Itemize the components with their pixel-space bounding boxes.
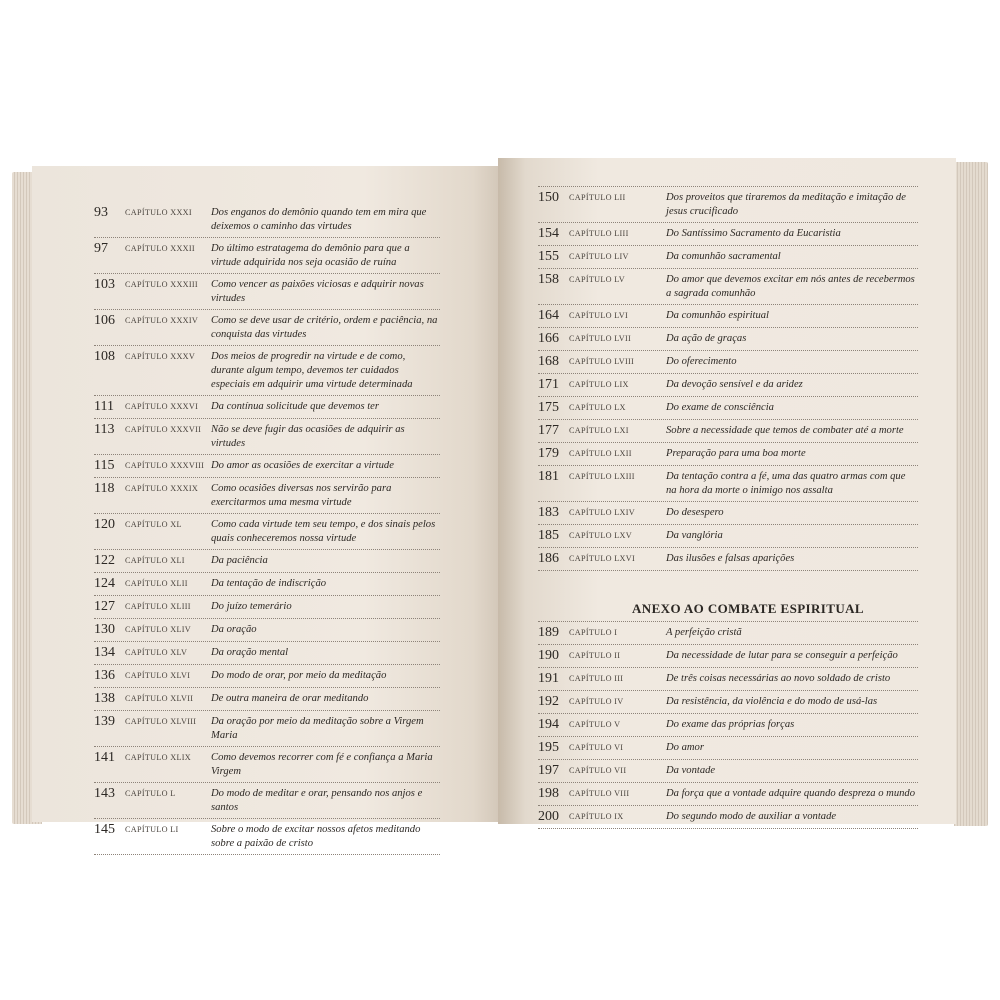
toc-chapter-label: CAPÍTULO XLVIII: [125, 717, 197, 726]
toc-entry: [538, 714, 918, 737]
toc-chapter-title: Da tentação contra a fé, uma das quatro armas com que na hora da morte o inimigo nos assalta: [666, 471, 906, 496]
toc-chapter-title: Do Santíssimo Sacramento da Eucaristia: [666, 228, 841, 239]
toc-chapter-title: Do amor que devemos excitar em nós antes de recebermos a sagrada comunhão: [666, 274, 915, 299]
toc-chapter-title: Do exame de consciência: [666, 402, 774, 413]
toc-page-number: 177: [538, 423, 559, 438]
toc-page-number: 108: [94, 349, 115, 364]
toc-page-number: 179: [538, 446, 559, 461]
toc-chapter-label: CAPÍTULO LIII: [569, 229, 629, 238]
toc-page-number: 111: [94, 399, 114, 414]
toc-chapter-label: CAPÍTULO LII: [569, 193, 626, 202]
toc-chapter-title: Da tentação de indiscrição: [211, 578, 327, 589]
toc-chapter-title: Sobre o modo de excitar nossos afetos meditando sobre a paixão de cristo: [211, 824, 421, 849]
toc-chapter-title: Da paciência: [211, 555, 268, 566]
toc-page-number: 120: [94, 517, 115, 532]
toc-chapter-label: CAPÍTULO XLIII: [125, 602, 191, 611]
toc-entry: [538, 806, 918, 829]
toc-entry: [94, 550, 440, 573]
toc-chapter-label: CAPÍTULO XXXIII: [125, 280, 198, 289]
toc-page-number: 168: [538, 354, 559, 369]
toc-chapter-title: Preparação para uma boa morte: [666, 448, 806, 459]
toc-entry: [538, 223, 918, 246]
toc-chapter-label: CAPÍTULO XL: [125, 520, 182, 529]
toc-entry: [538, 305, 918, 328]
toc-entry: [94, 619, 440, 642]
toc-entry: [538, 328, 918, 351]
toc-chapter-label: CAPÍTULO LXI: [569, 426, 629, 435]
toc-entry: [538, 269, 918, 305]
toc-entry: [94, 665, 440, 688]
toc-page-number: 191: [538, 671, 559, 686]
toc-page-number: 130: [94, 622, 115, 637]
toc-entry: [94, 642, 440, 665]
toc-page-number: 141: [94, 750, 115, 765]
right-page-edges: [954, 162, 988, 826]
toc-page-number: 115: [94, 458, 115, 473]
toc-entry: [94, 419, 440, 455]
toc-page-number: 118: [94, 481, 115, 496]
toc-page-number: 195: [538, 740, 559, 755]
toc-chapter-label: CAPÍTULO LIV: [569, 252, 629, 261]
toc-chapter-title: Do oferecimento: [666, 356, 737, 367]
toc-chapter-title: Como cada virtude tem seu tempo, e dos sinais pelos quais conheceremos nossa virtude: [211, 519, 436, 544]
toc-entry: [94, 396, 440, 419]
toc-chapter-title: Da devoção sensível e da aridez: [666, 379, 803, 390]
toc-chapter-title: Da vanglória: [666, 530, 723, 541]
right-toc-container: [538, 186, 918, 829]
toc-chapter-title: Como devemos recorrer com fé e confiança a Maria Virgem: [211, 752, 433, 777]
toc-entry: [94, 747, 440, 783]
toc-chapter-label: CAPÍTULO LXVI: [569, 554, 635, 563]
toc-chapter-title: De outra maneira de orar meditando: [211, 693, 369, 704]
toc-chapter-title: Dos proveitos que tiraremos da meditação e imitação de jesus crucificado: [666, 192, 906, 217]
toc-page-number: 136: [94, 668, 115, 683]
annex-heading: ANEXO AO COMBATE ESPIRITUAL: [632, 601, 864, 616]
toc-page-number: 122: [94, 553, 115, 568]
left-page: [32, 166, 506, 849]
toc-chapter-title: Da contínua solicitude que devemos ter: [211, 401, 379, 412]
toc-chapter-title: Sobre a necessidade que temos de combater até a morte: [666, 425, 904, 436]
toc-page-number: 138: [94, 691, 115, 706]
toc-chapter-title: Como vencer as paixões viciosas e adquirir novas virtudes: [211, 279, 424, 304]
toc-chapter-title: Da vontade: [666, 765, 716, 776]
toc-chapter-label: CAPÍTULO LVII: [569, 334, 632, 343]
toc-page-number: 189: [538, 625, 559, 640]
toc-chapter-title: Não se deve fugir das ocasiões de adquirir as virtudes: [211, 424, 405, 449]
toc-chapter-label: CAPÍTULO V: [569, 720, 621, 729]
toc-chapter-title: A perfeição cristã: [666, 627, 742, 638]
toc-page-number: 198: [538, 786, 559, 801]
toc-page-number: 164: [538, 308, 559, 323]
toc-entry: [538, 525, 918, 548]
toc-page-number: 185: [538, 528, 559, 543]
toc-entry: [94, 596, 440, 619]
toc-chapter-title: Do exame das próprias forças: [666, 719, 795, 730]
toc-chapter-title: Da necessidade de lutar para se conseguir a perfeição: [666, 650, 898, 661]
toc-entry: [538, 187, 918, 223]
right-page: [498, 158, 956, 824]
toc-chapter-title: Da oração por meio da meditação sobre a Virgem Maria: [211, 716, 424, 741]
toc-chapter-title: Dos enganos do demônio quando tem em mira que deixemos o caminho das virtudes: [211, 207, 427, 232]
toc-page-number: 186: [538, 551, 559, 566]
toc-chapter-label: CAPÍTULO L: [125, 789, 176, 798]
toc-entry: [538, 737, 918, 760]
toc-entry: [538, 420, 918, 443]
toc-chapter-label: CAPÍTULO XLV: [125, 648, 188, 657]
toc-entry: [94, 688, 440, 711]
toc-chapter-title: Da ação de graças: [666, 333, 747, 344]
toc-chapter-label: CAPÍTULO XXXII: [125, 244, 195, 253]
toc-entry: [538, 645, 918, 668]
toc-chapter-label: CAPÍTULO IV: [569, 697, 624, 706]
toc-entry: [538, 397, 918, 420]
toc-entry: [94, 455, 440, 478]
annex-toc-list: [538, 621, 918, 829]
toc-chapter-title: Da comunhão sacramental: [666, 251, 781, 262]
toc-chapter-label: CAPÍTULO XLI: [125, 556, 185, 565]
toc-chapter-title: Dos meios de progredir na virtude e de como, durante algum tempo, devemos ter cuidados especiais em adquirir uma virtude determinada: [211, 351, 413, 390]
toc-chapter-label: CAPÍTULO XXXVII: [125, 425, 202, 434]
toc-chapter-title: Da força que a vontade adquire quando despreza o mundo: [666, 788, 916, 799]
toc-page-number: 127: [94, 599, 115, 614]
toc-page-number: 166: [538, 331, 559, 346]
toc-chapter-label: CAPÍTULO XXXVI: [125, 402, 199, 411]
toc-page-number: 200: [538, 809, 559, 824]
toc-page-number: 175: [538, 400, 559, 415]
toc-chapter-label: CAPÍTULO VII: [569, 766, 627, 775]
toc-chapter-label: CAPÍTULO LXIV: [569, 508, 635, 517]
open-book: [12, 158, 988, 849]
toc-entry: [94, 711, 440, 747]
toc-entry: [94, 238, 440, 274]
toc-page-number: 134: [94, 645, 115, 660]
toc-page-number: 194: [538, 717, 559, 732]
toc-entry: [94, 274, 440, 310]
toc-chapter-label: CAPÍTULO XXXV: [125, 352, 196, 361]
toc-page-number: 97: [94, 241, 108, 256]
toc-page-number: 93: [94, 205, 108, 220]
toc-page-number: 190: [538, 648, 559, 663]
toc-chapter-label: CAPÍTULO XLVII: [125, 694, 194, 703]
toc-entry: [538, 622, 918, 645]
toc-page-number: 139: [94, 714, 115, 729]
right-toc-list: [538, 186, 918, 571]
toc-chapter-title: Da comunhão espiritual: [666, 310, 769, 321]
toc-chapter-label: CAPÍTULO LIX: [569, 380, 629, 389]
toc-page-number: 113: [94, 422, 115, 437]
toc-chapter-title: Do último estratagema do demônio para que a virtude adquirida nos seja ocasião de ruína: [211, 243, 410, 268]
toc-chapter-label: CAPÍTULO LXIII: [569, 472, 635, 481]
toc-chapter-title: Do juízo temerário: [211, 601, 292, 612]
toc-entry: [94, 310, 440, 346]
toc-entry: [538, 443, 918, 466]
toc-entry: [94, 346, 440, 396]
toc-chapter-title: Da oração: [211, 624, 257, 635]
toc-entry: [94, 573, 440, 596]
toc-chapter-label: CAPÍTULO LX: [569, 403, 626, 412]
toc-chapter-label: CAPÍTULO XXXIV: [125, 316, 199, 325]
toc-chapter-label: CAPÍTULO XXXVIII: [125, 461, 205, 470]
toc-entry: [94, 202, 440, 238]
toc-chapter-label: CAPÍTULO LXV: [569, 531, 632, 540]
toc-chapter-label: CAPÍTULO XLII: [125, 579, 188, 588]
toc-entry: [538, 760, 918, 783]
toc-chapter-label: CAPÍTULO XXXIX: [125, 484, 199, 493]
toc-entry: [538, 466, 918, 502]
toc-entry: [538, 668, 918, 691]
toc-chapter-label: CAPÍTULO LI: [125, 825, 179, 834]
toc-entry: [94, 478, 440, 514]
toc-chapter-label: CAPÍTULO LVIII: [569, 357, 635, 366]
toc-page-number: 124: [94, 576, 115, 591]
toc-page-number: 181: [538, 469, 559, 484]
toc-page-number: 145: [94, 822, 115, 837]
toc-chapter-label: CAPÍTULO XLIX: [125, 753, 191, 762]
toc-chapter-label: CAPÍTULO I: [569, 628, 618, 637]
toc-chapter-title: Do desespero: [666, 507, 724, 518]
toc-chapter-label: CAPÍTULO VIII: [569, 789, 630, 798]
left-toc-list: [94, 202, 440, 855]
toc-chapter-label: CAPÍTULO LV: [569, 275, 625, 284]
toc-chapter-label: CAPÍTULO XLVI: [125, 671, 191, 680]
toc-chapter-title: Das ilusões e falsas aparições: [666, 553, 795, 564]
toc-entry: [538, 351, 918, 374]
toc-page-number: 155: [538, 249, 559, 264]
toc-chapter-title: Da resistência, da violência e do modo de usá-las: [666, 696, 878, 707]
toc-page-number: 158: [538, 272, 559, 287]
toc-chapter-title: Da oração mental: [211, 647, 289, 658]
toc-chapter-label: CAPÍTULO II: [569, 651, 621, 660]
toc-page-number: 150: [538, 190, 559, 205]
toc-chapter-label: CAPÍTULO III: [569, 674, 624, 683]
toc-entry: [538, 502, 918, 525]
toc-page-number: 171: [538, 377, 559, 392]
toc-chapter-label: CAPÍTULO LVI: [569, 311, 629, 320]
toc-entry: [538, 374, 918, 397]
toc-page-number: 192: [538, 694, 559, 709]
toc-chapter-title: Como se deve usar de critério, ordem e paciência, na conquista das virtudes: [211, 315, 438, 340]
toc-chapter-title: Do modo de meditar e orar, pensando nos anjos e santos: [211, 788, 423, 813]
toc-entry: [538, 246, 918, 269]
toc-chapter-label: CAPÍTULO XLIV: [125, 625, 191, 634]
toc-chapter-title: De três coisas necessárias ao novo soldado de cristo: [666, 673, 891, 684]
toc-chapter-label: CAPÍTULO LXII: [569, 449, 632, 458]
toc-chapter-title: Do amor as ocasiões de exercitar a virtude: [211, 460, 394, 471]
toc-chapter-title: Como ocasiões diversas nos servirão para exercitarmos uma mesma virtude: [211, 483, 392, 508]
toc-chapter-label: CAPÍTULO XXXI: [125, 208, 192, 217]
toc-page-number: 183: [538, 505, 559, 520]
toc-entry: [538, 783, 918, 806]
toc-entry: [94, 819, 440, 855]
toc-chapter-label: CAPÍTULO VI: [569, 743, 624, 752]
toc-page-number: 197: [538, 763, 559, 778]
toc-entry: [538, 691, 918, 714]
toc-chapter-title: Do modo de orar, por meio da meditação: [211, 670, 387, 681]
toc-entry: [94, 783, 440, 819]
toc-page-number: 143: [94, 786, 115, 801]
toc-page-number: 103: [94, 277, 115, 292]
toc-page-number: 154: [538, 226, 559, 241]
toc-chapter-label: CAPÍTULO IX: [569, 812, 624, 821]
toc-entry: [538, 548, 918, 571]
toc-entry: [94, 514, 440, 550]
toc-chapter-title: Do amor: [666, 742, 704, 753]
toc-page-number: 106: [94, 313, 115, 328]
toc-chapter-title: Do segundo modo de auxiliar a vontade: [666, 811, 837, 822]
